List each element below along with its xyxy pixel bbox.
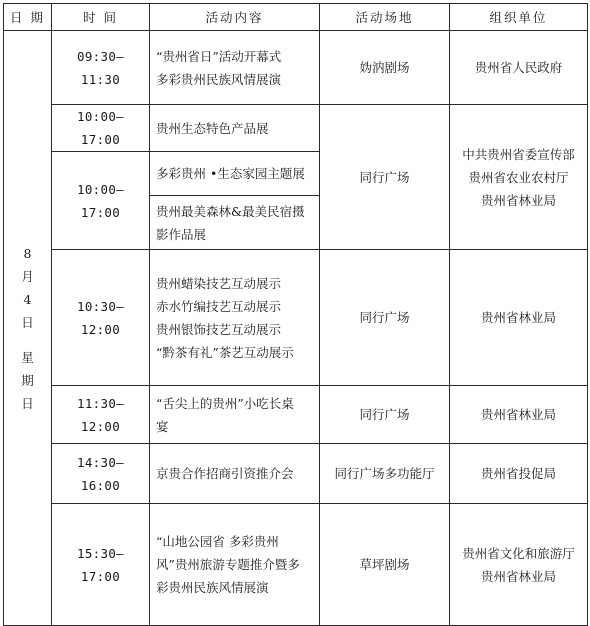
time-cell: 10:30—12:00 (52, 250, 150, 386)
table-row (4, 444, 588, 504)
content-cell (150, 386, 320, 444)
content-cell (150, 105, 320, 152)
time-cell: 10:00—17:00 (52, 105, 150, 152)
weekday-char: 期 (21, 372, 34, 388)
date-char: 8 (23, 245, 32, 261)
weekday-char: 星 (21, 349, 34, 365)
organizer-line: 贵州省林业局 (480, 407, 556, 422)
time-cell: 15:30—17:00 (52, 504, 150, 626)
content-cell (150, 31, 320, 105)
content-line: 宴 (156, 418, 169, 434)
organizer-line: 贵州省人民政府 (474, 60, 563, 75)
date-char: 4 (23, 291, 32, 307)
venue-cell: 同行广场 (320, 386, 450, 444)
organizer-cell (450, 444, 588, 504)
organizer-cell (450, 386, 588, 444)
organizer-line: 贵州省林业局 (480, 568, 556, 584)
organizer-cell (450, 504, 588, 626)
content-line: 多彩贵州民族风情展演 (156, 71, 282, 87)
organizer-cell (450, 31, 588, 105)
table-row (4, 386, 588, 444)
venue-cell: 同行广场 (320, 250, 450, 386)
content-cell (150, 504, 320, 626)
header-venue: 活动场地 (320, 4, 450, 31)
content-line: “黔茶有礼”茶艺互动展示 (156, 344, 294, 360)
date-cell (4, 31, 52, 626)
time-cell: 10:00—17:00 (52, 152, 150, 250)
content-line: 贵州最美森林&最美民宿摄 (156, 203, 305, 219)
organizer-cell (450, 105, 588, 250)
table-row (4, 504, 588, 626)
header-time: 时 间 (52, 4, 150, 31)
organizer-line: 贵州省林业局 (480, 310, 556, 325)
organizer-line: 贵州省文化和旅游厅 (462, 545, 575, 561)
content-line: “山地公园省 多彩贵州 (156, 534, 279, 549)
table-row (4, 31, 588, 105)
header-date: 日 期 (4, 4, 52, 31)
header-content: 活动内容 (150, 4, 320, 31)
venue-cell: 妫汭剧场 (320, 31, 450, 105)
header-organizer: 组织单位 (450, 4, 588, 31)
content-line: 贵州生态特色产品展 (156, 120, 269, 136)
content-line: “贵州省日”活动开幕式 (156, 48, 282, 64)
header-row (4, 4, 588, 31)
weekday-char: 日 (21, 395, 34, 411)
table-row (4, 250, 588, 386)
content-line: 多彩贵州 •生态家园主题展 (156, 166, 305, 181)
content-line: 赤水竹编技艺互动展示 (156, 298, 282, 314)
content-line: 贵州银饰技艺互动展示 (156, 321, 282, 337)
organizer-line: 中共贵州省委宣传部 (462, 146, 575, 162)
schedule-table (3, 3, 588, 626)
organizer-line: 贵州省投促局 (480, 466, 556, 481)
organizer-cell (450, 250, 588, 386)
content-line: 京贵合作招商引资推介会 (156, 466, 294, 481)
table-row (4, 105, 588, 152)
content-cell (150, 444, 320, 504)
content-line: 贵州蜡染技艺互动展示 (156, 275, 282, 291)
date-char: 月 (21, 268, 34, 284)
time-cell: 09:30—11:30 (52, 31, 150, 105)
organizer-line: 贵州省林业局 (480, 192, 556, 208)
content-line: “舌尖上的贵州”小吃长桌 (156, 395, 294, 411)
date-char: 日 (21, 314, 34, 330)
content-cell (150, 152, 320, 196)
schedule-sheet (3, 3, 587, 622)
time-cell: 11:30—12:00 (52, 386, 150, 444)
venue-cell: 同行广场 (320, 105, 450, 250)
content-cell (150, 196, 320, 250)
content-line: 彩贵州民族风情展演 (156, 580, 269, 595)
content-cell (150, 250, 320, 386)
content-line: 影作品展 (156, 226, 207, 242)
organizer-line: 贵州省农业农村厅 (468, 169, 569, 185)
venue-cell: 草坪剧场 (320, 504, 450, 626)
venue-cell: 同行广场多功能厅 (320, 444, 450, 504)
time-cell: 14:30—16:00 (52, 444, 150, 504)
content-line: 风”贵州旅游专题推介暨多 (156, 557, 300, 572)
